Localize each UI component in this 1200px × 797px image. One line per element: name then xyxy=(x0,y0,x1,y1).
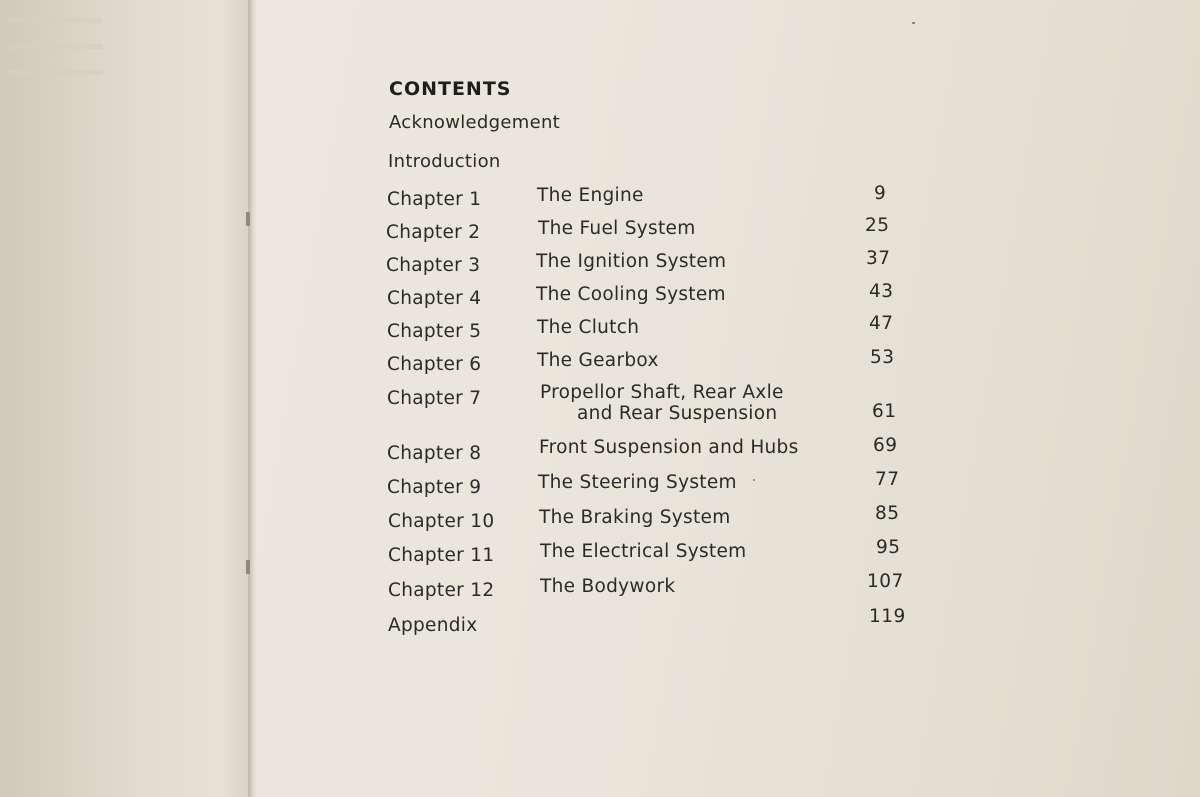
chapter-title: The Braking System xyxy=(539,507,731,528)
appendix-page-number: 119 xyxy=(869,606,906,627)
chapter-title: The Cooling System xyxy=(536,284,726,305)
chapter-page-number: 25 xyxy=(865,215,890,236)
chapter-page-number: 53 xyxy=(870,347,895,368)
chapter-page-number: 107 xyxy=(867,571,904,592)
chapter-page-number: 77 xyxy=(875,469,900,490)
bleed-through-mark xyxy=(8,44,103,49)
chapter-title: The Ignition System xyxy=(536,251,727,272)
chapter-title: Propellor Shaft, Rear Axle xyxy=(540,382,784,403)
chapter-label: Chapter 8 xyxy=(387,443,482,464)
toc-introduction: Introduction xyxy=(388,151,501,172)
right-page xyxy=(256,0,1200,797)
appendix-label: Appendix xyxy=(388,615,478,636)
table-of-contents xyxy=(256,0,1200,797)
chapter-title: The Clutch xyxy=(537,317,640,338)
chapter-label: Chapter 4 xyxy=(387,288,482,309)
chapter-title: The Steering System xyxy=(538,472,737,493)
bleed-through-mark xyxy=(8,18,103,23)
toc-acknowledgement: Acknowledgement xyxy=(389,112,561,133)
chapter-page-number: 69 xyxy=(873,435,898,456)
chapter-title: The Gearbox xyxy=(537,350,659,371)
chapter-label: Chapter 5 xyxy=(387,321,482,342)
staple xyxy=(246,560,250,574)
paper-speck xyxy=(753,479,755,481)
chapter-title: Front Suspension and Hubs xyxy=(539,437,799,458)
bleed-through-mark xyxy=(8,70,103,75)
chapter-label: Chapter 7 xyxy=(387,388,482,409)
chapter-label: Chapter 11 xyxy=(388,545,495,566)
chapter-title: The Fuel System xyxy=(538,218,696,239)
chapter-page-number: 37 xyxy=(866,248,891,269)
left-page xyxy=(0,0,252,797)
chapter-page-number: 95 xyxy=(876,537,901,558)
chapter-title: The Engine xyxy=(537,185,644,206)
chapter-label: Chapter 12 xyxy=(388,580,495,601)
chapter-label: Chapter 10 xyxy=(388,511,495,532)
chapter-title: The Electrical System xyxy=(540,541,747,562)
contents-heading: CONTENTS xyxy=(389,78,512,100)
chapter-title-continuation: and Rear Suspension xyxy=(577,403,778,424)
paper-speck xyxy=(912,22,915,24)
staple xyxy=(246,212,250,226)
chapter-page-number: 61 xyxy=(872,401,897,422)
chapter-label: Chapter 6 xyxy=(387,354,482,375)
chapter-label: Chapter 1 xyxy=(387,189,482,210)
chapter-label: Chapter 3 xyxy=(386,255,481,276)
chapter-page-number: 47 xyxy=(869,313,894,334)
chapter-label: Chapter 9 xyxy=(387,477,482,498)
chapter-page-number: 43 xyxy=(869,281,894,302)
chapter-page-number: 9 xyxy=(874,183,887,204)
chapter-title: The Bodywork xyxy=(540,576,676,597)
chapter-page-number: 85 xyxy=(875,503,900,524)
chapter-label: Chapter 2 xyxy=(386,222,481,243)
